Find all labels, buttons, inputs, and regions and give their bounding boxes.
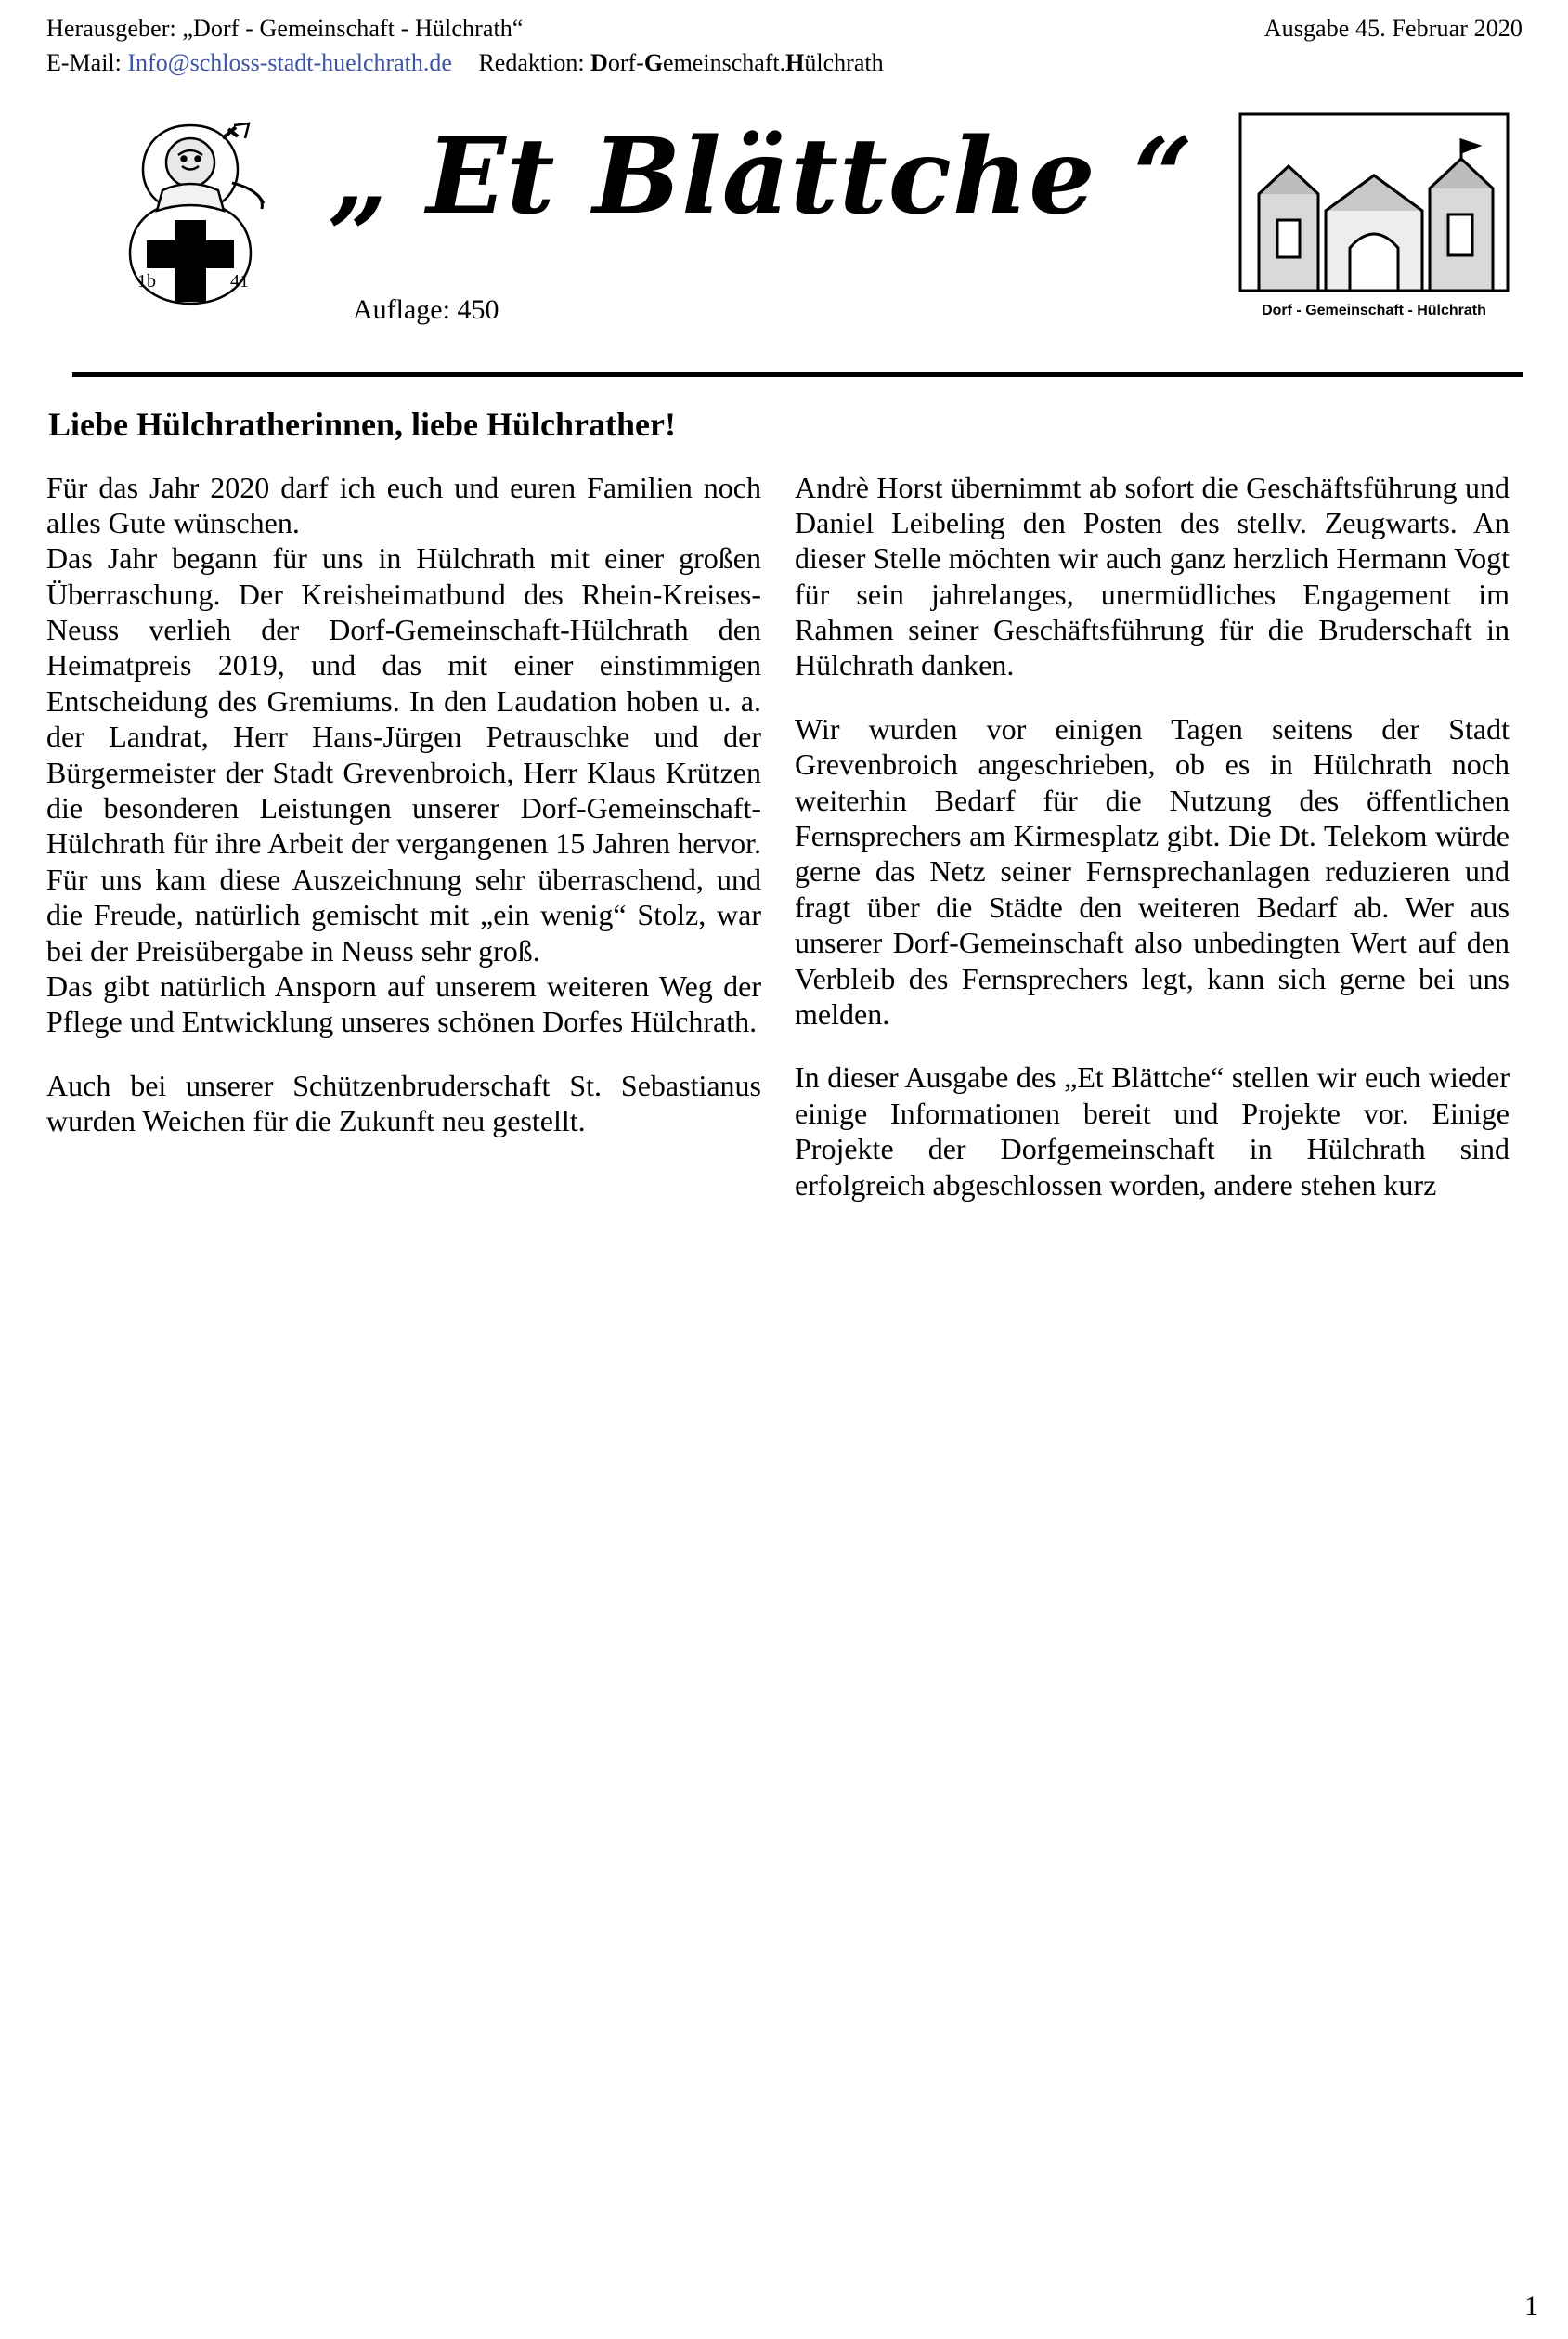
masthead-logo-band bbox=[46, 88, 1523, 367]
paragraph: Für das Jahr 2020 darf ich euch und euren Familien noch alles Gute wünschen. bbox=[46, 470, 761, 539]
masthead-line-1 bbox=[46, 13, 1523, 44]
dorf-gemeinschaft-logo-icon bbox=[1235, 109, 1513, 331]
redaktion-initial-d: D bbox=[590, 49, 608, 77]
crest-label-right: 41 bbox=[230, 270, 249, 292]
article-columns bbox=[46, 470, 1523, 1202]
left-column bbox=[46, 470, 761, 1202]
redaktion-word-uelchrath: ülchrath bbox=[804, 49, 884, 77]
redaktion-word-orf: orf- bbox=[607, 49, 644, 77]
circulation-text: Auflage: 450 bbox=[353, 293, 499, 325]
publisher-text: Herausgeber: „Dorf - Gemeinschaft - Hülchrath“ bbox=[46, 15, 524, 42]
saint-crest-icon bbox=[93, 118, 288, 318]
paragraph: Das Jahr begann für uns in Hülchrath mit einer großen Überraschung. Der Kreisheimatbund des Rhein-Kreises-Neuss verlieh der Dorf-Gemeinschaft-Hülchrath den Heimatpreis 2019, und das mit einer einstimmigen Entscheidung des Gremiums. In den Laudation hoben u. a. der Landrat, Herr Hans-Jürgen Petrauschke und der Bürgermeister der Stadt Grevenbroich, Herr Klaus Krützen die besonderen Leistungen unserer Dorf-Gemeinschaft-Hülchrath für ihre Arbeit der vergangenen 15 Jahren hervor. Für uns kam diese Auszeichnung sehr überraschend, und die Freude, natürlich gemischt mit „ein wenig“ Stolz, war bei der Preisübergabe in Neuss sehr groß. bbox=[46, 541, 761, 968]
page-content bbox=[46, 13, 1523, 1202]
redaktion-word-emeinschaft: emeinschaft. bbox=[663, 49, 786, 77]
paragraph: Auch bei unserer Schützenbruderschaft St. Sebastianus wurden Weichen für die Zukunft neu gestellt. bbox=[46, 1068, 761, 1138]
email-label: E-Mail: bbox=[46, 49, 122, 77]
town-logo-caption: Dorf - Gemeinschaft - Hülchrath bbox=[1262, 302, 1486, 318]
page-number: 1 bbox=[1524, 2291, 1538, 2321]
redaktion-initial-g: G bbox=[643, 49, 664, 77]
crest-label-left: 1b bbox=[137, 270, 156, 292]
right-column bbox=[795, 470, 1510, 1202]
paragraph: Wir wurden vor einigen Tagen seitens der Stadt Grevenbroich angeschrieben, ob es in Hülchrath noch weiterhin Bedarf für die Nutzung des öffentlichen Fernsprechers am Kirmesplatz gibt. Die Dt. Telekom würde gerne das Netz seiner Fernsprechanlagen reduzieren und fragt über die Städte den weiteren Bedarf ab. Wer aus unserer Dorf-Gemeinschaft also unbedingten Wert auf den Verbleib des Fernsprechers legt, kann sich gerne bei uns melden. bbox=[795, 711, 1510, 1031]
masthead-line-2 bbox=[46, 47, 1523, 78]
redaktion-initial-h: H bbox=[785, 49, 805, 77]
email-link[interactable]: Info@schloss-stadt-huelchrath.de bbox=[127, 49, 452, 77]
issue-text: Ausgabe 45. Februar 2020 bbox=[1263, 15, 1523, 42]
redaktion-label: Redaktion: bbox=[478, 49, 585, 77]
paragraph: In dieser Ausgabe des „Et Blättche“ stellen wir euch wieder einige Informationen bereit und Projekte vor. Einige Projekte der Dorfgemeinschaft in Hülchrath sind erfolgreich abgeschlossen worden, andere stehen kurz bbox=[795, 1060, 1510, 1202]
paragraph: Andrè Horst übernimmt ab sofort die Geschäftsführung und Daniel Leibeling den Posten des stellv. Zeugwarts. An dieser Stelle möchten wir auch ganz herzlich Hermann Vogt für sein jahrelanges, unermüdliches Engagement im Rahmen seiner Geschäftsführung für die Bruderschaft in Hülchrath danken. bbox=[795, 470, 1510, 682]
header-divider bbox=[72, 372, 1523, 377]
greeting-heading: Liebe Hülchratherinnen, liebe Hülchrather! bbox=[48, 405, 676, 443]
paragraph: Das gibt natürlich Ansporn auf unserem weiteren Weg der Pflege und Entwicklung unseres schönen Dorfes Hülchrath. bbox=[46, 969, 761, 1039]
masthead-title-block bbox=[325, 115, 1198, 238]
page-title: „ Et Blättche “ bbox=[328, 115, 1195, 238]
